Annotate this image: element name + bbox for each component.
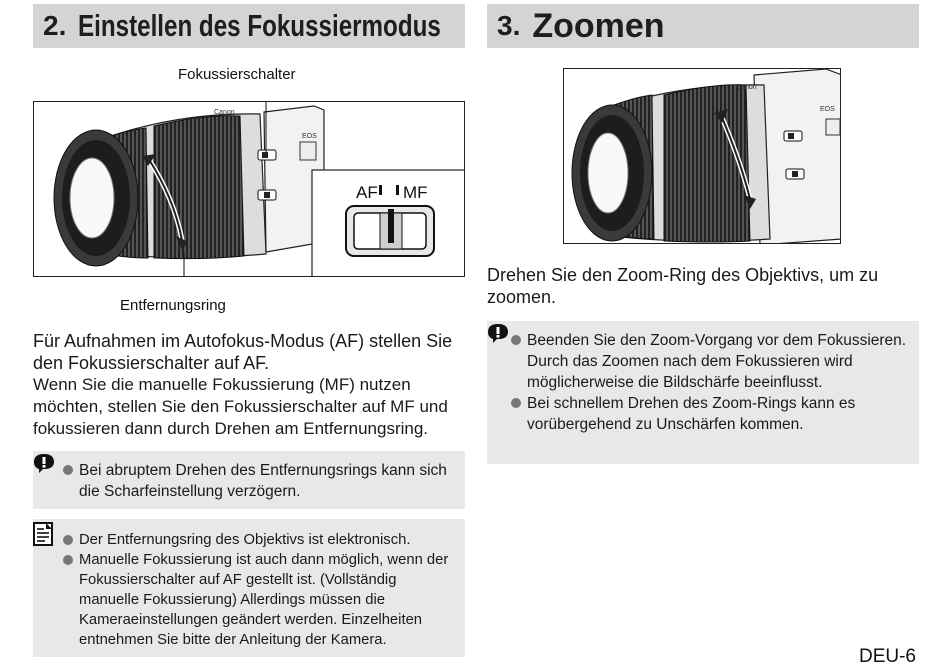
- page-number: DEU-6: [858, 646, 916, 667]
- focus-ring-label: Entfernungsring: [120, 297, 226, 314]
- section-2-number: 2.: [43, 10, 67, 41]
- af-label: AF: [356, 183, 378, 202]
- caution-icon: [487, 323, 509, 350]
- section-2-caution-box: [33, 451, 465, 509]
- memo-icon: [33, 522, 53, 551]
- section-2-body-2: Wenn Sie die manuelle Fokussierung (MF) nutzen möchten, stellen Sie den Fokussierschalter auf MF und fokussieren dann durch Drehen am Entfernungsring.: [33, 375, 448, 438]
- zoom-lens-illustration: [563, 68, 841, 244]
- section-3-title: Zoomen: [532, 6, 665, 45]
- section-2-heading: [33, 4, 465, 48]
- zoom-lens-brand-text: Canon: [736, 84, 757, 91]
- svg-text:EOS: EOS: [820, 106, 835, 113]
- focus-switch-label: Fokussierschalter: [178, 66, 296, 83]
- zoom-lens-drawing: [564, 69, 841, 244]
- section-3-number: 3.: [497, 10, 521, 41]
- section-2-memo-box: [33, 519, 465, 657]
- section-3-body: Drehen Sie den Zoom-Ring des Objektivs, um zu zoomen.: [487, 265, 879, 307]
- mf-label: MF: [403, 183, 428, 202]
- section-2-memo-item-2: Manuelle Fokussierung ist auch dann möglich, wenn der Fokussierschalter auf AF gestellt ist. (Vollständig manuelle Fokussierung) Allerdings müssen die Kameraeinstellungen geändert werden. Einzelheiten entnehmen Sie bitte der Anleitung der Kamera.: [63, 550, 459, 650]
- section-2-title: Einstellen des Fokussiermodus: [78, 8, 442, 43]
- caution-icon: [33, 453, 55, 480]
- section-3-caution-box: [487, 321, 919, 464]
- section-3-caution-item-1: Beenden Sie den Zoom-Vorgang vor dem Fokussieren. Durch das Zoomen nach dem Fokussieren wird möglicherweise die Bildschärfe beeinflusst.: [511, 330, 911, 393]
- section-2-memo-item-1: Der Entfernungsring des Objektivs ist elektronisch.: [63, 530, 459, 550]
- section-2-body-1: Für Aufnahmen im Autofokus-Modus (AF) stellen Sie den Fokussierschalter auf AF.: [33, 331, 453, 373]
- section-2-caution-item: Bei abruptem Drehen des Entfernungsrings kann sich die Scharfeinstellung verzögern.: [63, 460, 453, 502]
- section-3-caution-item-2: Bei schnellem Drehen des Zoom-Rings kann es vorübergehend zu Unschärfen kommen.: [511, 393, 911, 435]
- focus-lens-illustration: [33, 101, 465, 277]
- lens-drawing: [34, 102, 465, 277]
- section-3-heading: [487, 4, 919, 48]
- lens-brand-text: Canon: [214, 109, 235, 116]
- svg-text:EOS: EOS: [302, 133, 317, 140]
